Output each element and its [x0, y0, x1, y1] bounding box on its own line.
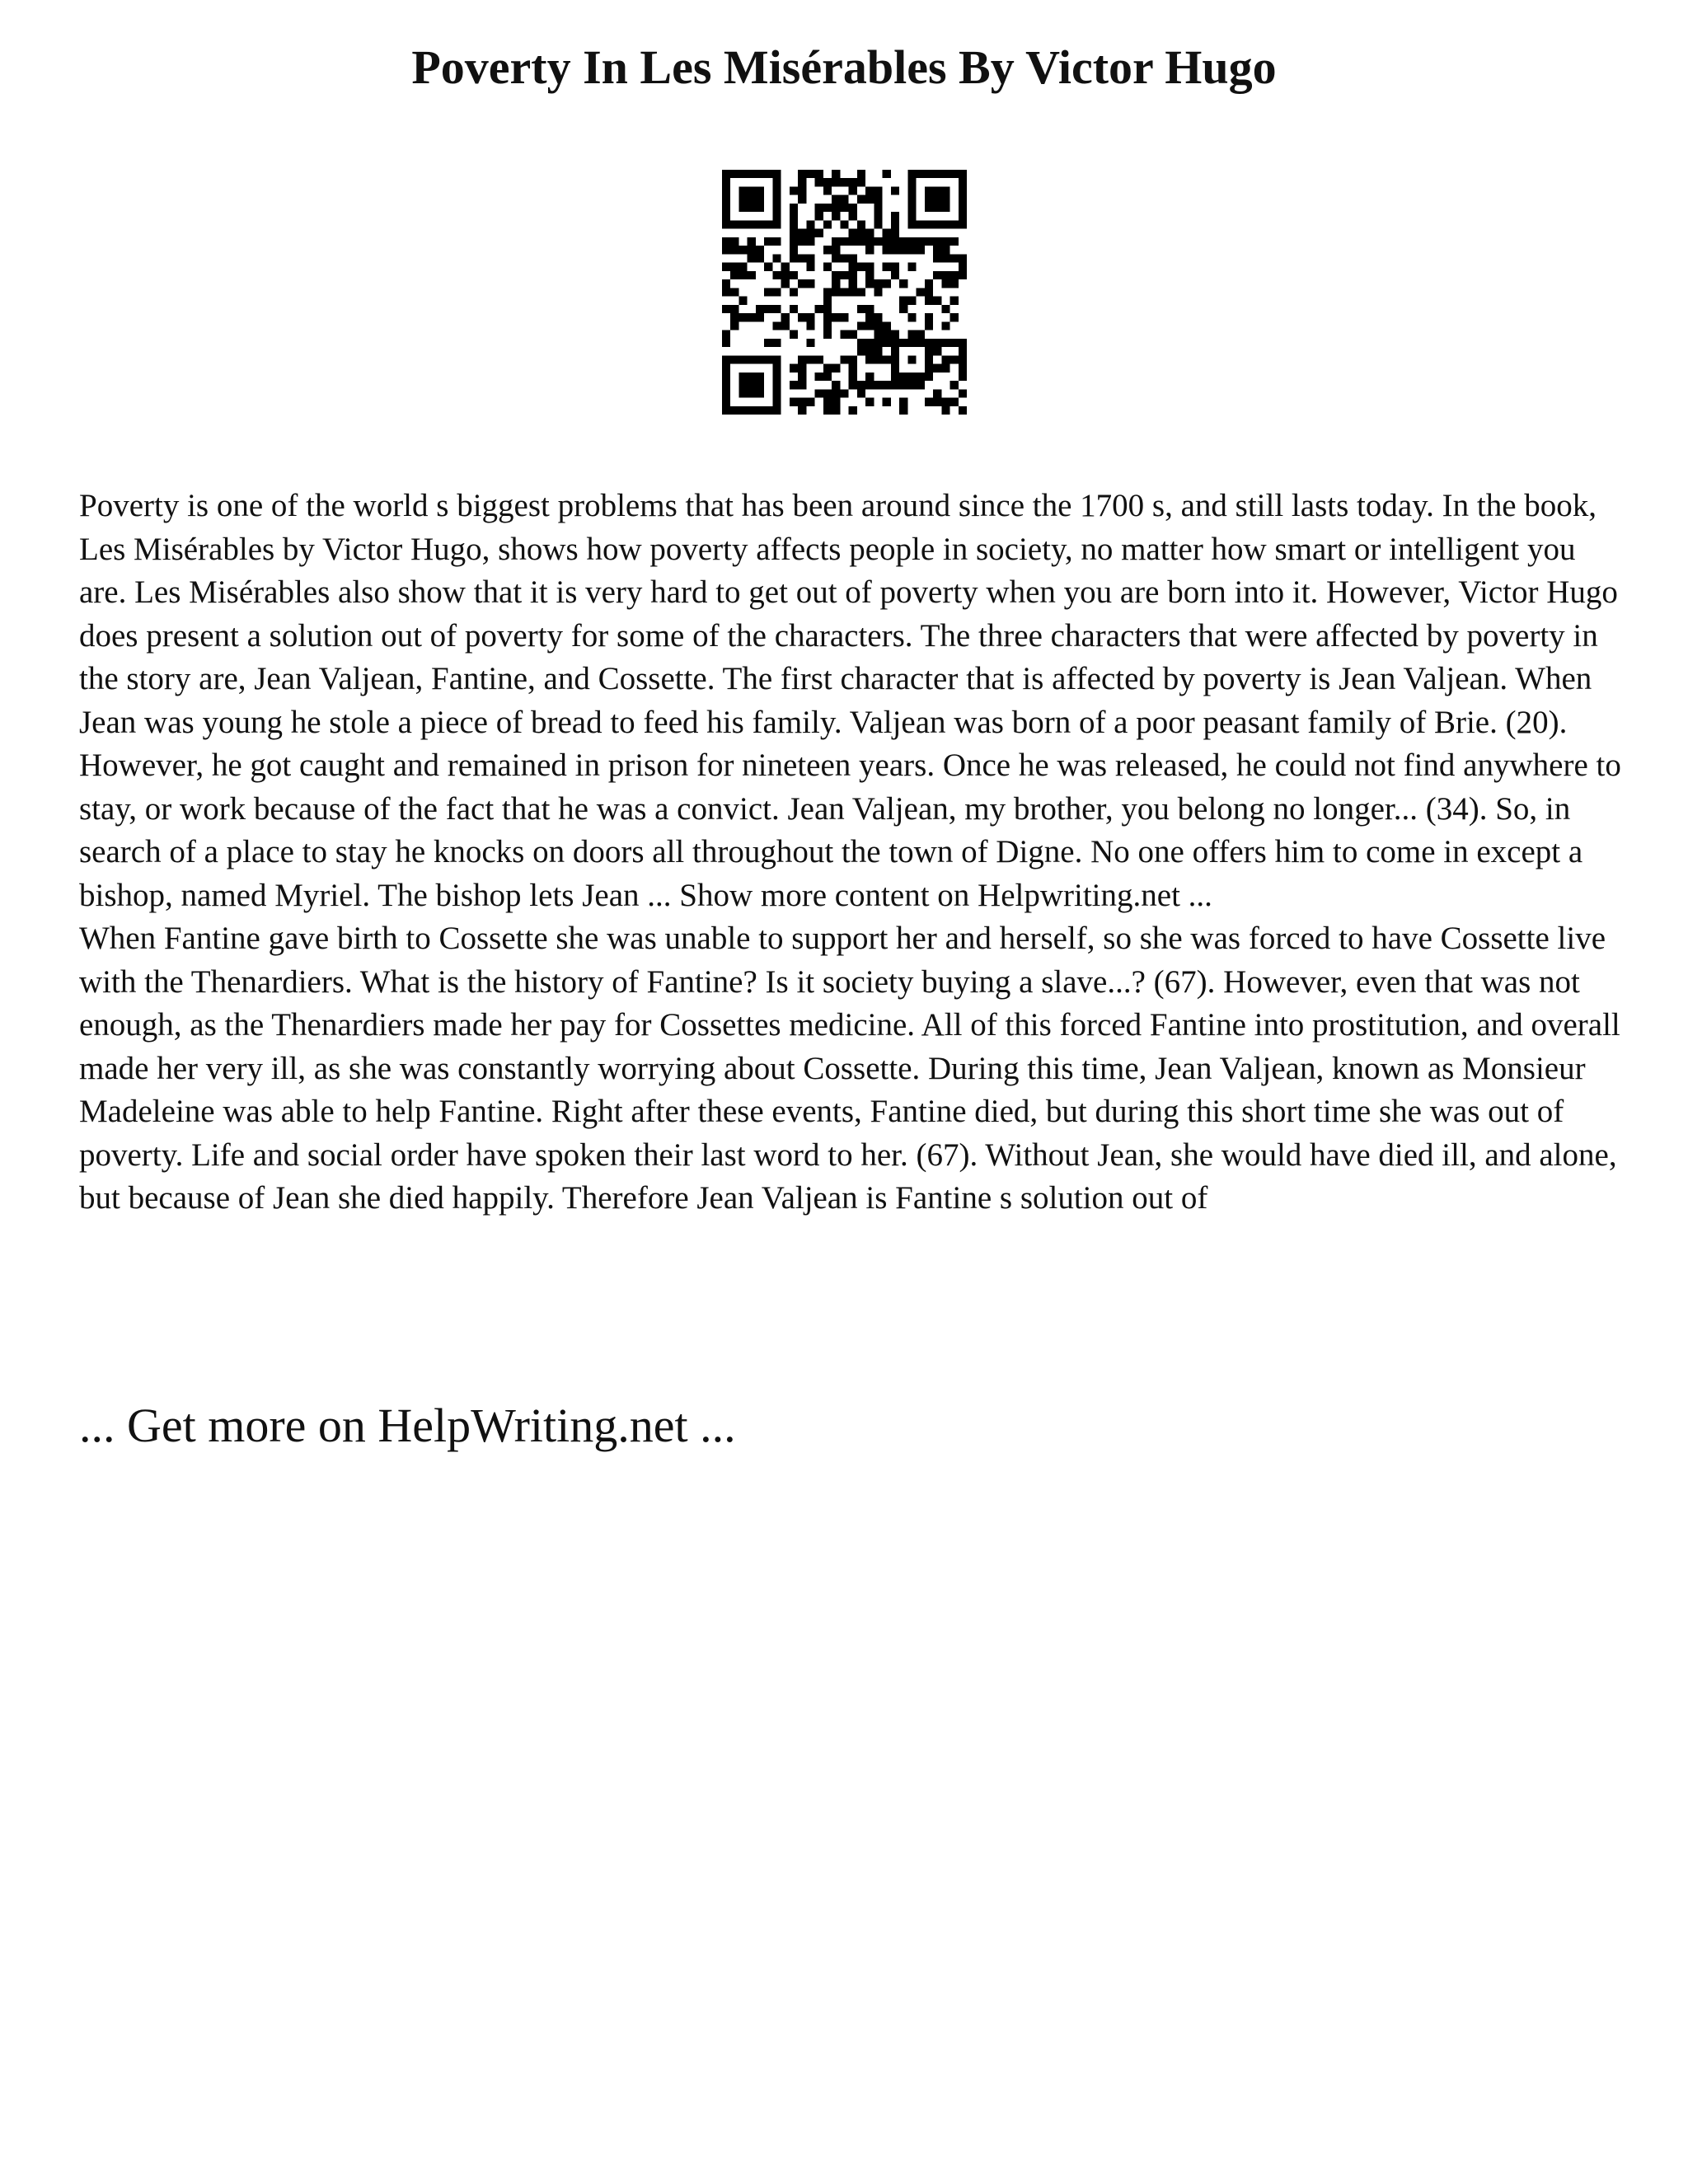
document-title: Poverty In Les Misérables By Victor Hugo: [411, 40, 1277, 94]
get-more-link[interactable]: ... Get more on HelpWriting.net ...: [79, 1399, 736, 1452]
essay-paragraph-1: Poverty is one of the world s biggest problems that has been around since the 1700 s, and still lasts today. In the book, Les Misérables by Victor Hugo, shows how poverty affects people in society, no matter how smart or intelligent you are. Les Misérables also show that it is very hard to get out of poverty when you are born into it. However, Victor Hugo does present a solution out of poverty for some of the characters. The three characters that were affected by poverty in the story are, Jean Valjean, Fantine, and Cossette. The first character that is affected by poverty is Jean Valjean. When Jean was young he stole a piece of bread to feed his family. Valjean was born of a poor peasant family of Brie. (20). However, he got caught and remained in prison for nineteen years. Once he was released, he could not find anywhere to stay, or work because of the fact that he was a convict. Jean Valjean, my brother, you belong no longer... (34). So, in search of a place to stay he knocks on doors all throughout the town of Digne. No one offers him to come in except a bishop, named Myriel. The bishop lets Jean ... Show more content on Helpwriting.net ...: [79, 488, 1621, 913]
essay-body: [79, 485, 1629, 1221]
qr-code-icon: [722, 170, 967, 415]
essay-paragraph-2: When Fantine gave birth to Cossette she was unable to support her and herself, so she was forced to have Cossette live with the Thenardiers. What is the history of Fantine? Is it society buying a slave...? (67). However, even that was not enough, as the Thenardiers made her pay for Cossettes medicine. All of this forced Fantine into prostitution, and overall made her very ill, as she was constantly worrying about Cossette. During this time, Jean Valjean, known as Monsieur Madeleine was able to help Fantine. Right after these events, Fantine died, but during this short time she was out of poverty. Life and social order have spoken their last word to her. (67). Without Jean, she would have died ill, and alone, but because of Jean she died happily. Therefore Jean Valjean is Fantine s solution out of: [79, 921, 1620, 1216]
